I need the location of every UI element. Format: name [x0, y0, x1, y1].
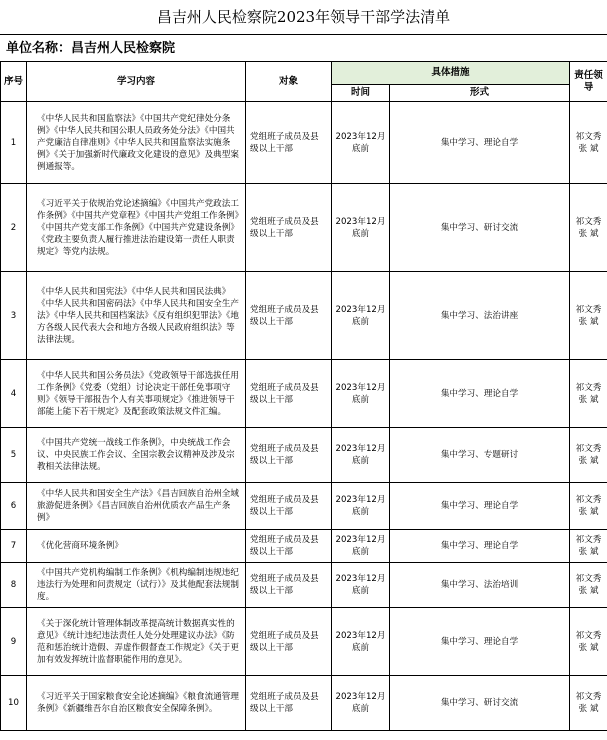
study-list-table	[0, 61, 607, 731]
row-content: 《中华人民共和国宪法》《中华人民共和国民法典》《中华人民共和国密码法》《中华人民共和国安全生产法》《中华人民共和国档案法》《反有组织犯罪法》《地方各级人民代表大会和地方各级人民政府组织法》等法律法规。	[27, 272, 246, 360]
row-time: 2023年12月底前	[332, 676, 390, 731]
row-form: 集中学习、法治培训	[390, 563, 570, 608]
row-index: 5	[1, 428, 27, 483]
row-time: 2023年12月底前	[332, 360, 390, 428]
row-content: 《中华人民共和国公务员法》《党政领导干部选拔任用工作条例》《党委（党组）讨论决定干部任免事项守则》《领导干部报告个人有关事项规定》《推进领导干部能上能下若干规定》及配套政策法规文件汇编。	[27, 360, 246, 428]
row-leader	[570, 360, 607, 428]
row-content: 《习近平关于依规治党论述摘编》《中国共产党政法工作条例》《中国共产党章程》《中国共产党组工作条例》《中国共产党支部工作条例》《中国共产党建设条例》《党政主要负责人履行推进法治建设第一责任人职责规定》等党内法规。	[27, 184, 246, 272]
table-row	[1, 563, 607, 608]
row-time: 2023年12月底前	[332, 102, 390, 184]
row-form: 集中学习、理论自学	[390, 102, 570, 184]
leader-name: 张 斌	[578, 143, 599, 154]
leader-name: 祁文秀	[575, 444, 602, 454]
row-content: 《优化营商环境条例》	[27, 530, 246, 563]
row-time: 2023年12月底前	[332, 563, 390, 608]
unit-label: 单位名称：	[6, 41, 72, 56]
row-time: 2023年12月底前	[332, 428, 390, 483]
leader-name: 张 斌	[578, 642, 599, 653]
row-target: 党组班子成员及县级以上干部	[246, 563, 332, 608]
row-index: 1	[1, 102, 27, 184]
row-index: 4	[1, 360, 27, 428]
row-content: 《中华人民共和国监察法》《中国共产党纪律处分条例》《中华人民共和国公职人员政务处分法》《中国共产党廉洁自律准则》《中华人民共和国监察法实施条例》《关于加强新时代廉政文化建设的意见》及典型案例通报等。	[27, 102, 246, 184]
row-form: 集中学习、法治讲座	[390, 272, 570, 360]
leader-name: 祁文秀	[575, 574, 602, 584]
row-content: 《中国共产党机构编制工作条例》《机构编制违规违纪违法行为处理和问责规定（试行）》及其他配套法规制度。	[27, 563, 246, 608]
row-time: 2023年12月底前	[332, 608, 390, 676]
row-time: 2023年12月底前	[332, 483, 390, 530]
header-row-1	[1, 62, 607, 85]
header-time: 时间	[332, 85, 390, 102]
row-leader	[570, 530, 607, 563]
table-row	[1, 483, 607, 530]
row-leader	[570, 563, 607, 608]
leader-name: 张 斌	[578, 316, 599, 327]
row-form: 集中学习、专题研讨	[390, 428, 570, 483]
header-measures: 具体措施	[332, 62, 570, 85]
row-leader	[570, 483, 607, 530]
row-form: 集中学习、理论自学	[390, 530, 570, 563]
row-index: 9	[1, 608, 27, 676]
row-leader	[570, 102, 607, 184]
table-row	[1, 676, 607, 731]
row-target: 党组班子成员及县级以上干部	[246, 360, 332, 428]
row-content: 《中国共产党统一战线工作条例》，中央统战工作会议、中央民族工作会议、全国宗教会议精神及涉及宗教相关法律法规。	[27, 428, 246, 483]
leader-name: 祁文秀	[575, 535, 602, 545]
leader-name: 张 斌	[578, 394, 599, 405]
unit-line	[6, 38, 175, 60]
page-title: 昌吉州人民检察院2023年领导干部学法清单	[0, 0, 607, 35]
leader-name: 祁文秀	[575, 216, 602, 227]
table-row	[1, 184, 607, 272]
row-target: 党组班子成员及县级以上干部	[246, 102, 332, 184]
table-row	[1, 360, 607, 428]
leader-name: 祁文秀	[575, 131, 602, 142]
leader-name: 张 斌	[578, 586, 599, 596]
row-index: 2	[1, 184, 27, 272]
leader-name: 张 斌	[578, 704, 599, 714]
leader-name: 张 斌	[578, 456, 599, 466]
row-target: 党组班子成员及县级以上干部	[246, 483, 332, 530]
row-target: 党组班子成员及县级以上干部	[246, 184, 332, 272]
row-form: 集中学习、研讨交流	[390, 676, 570, 731]
table-row	[1, 272, 607, 360]
row-form: 集中学习、理论自学	[390, 360, 570, 428]
header-form: 形式	[390, 85, 570, 102]
leader-name: 祁文秀	[575, 692, 602, 702]
row-leader	[570, 676, 607, 731]
row-content: 《中华人民共和国安全生产法》《昌吉回族自治州全域旅游促进条例》《昌吉回族自治州优质农产品生产条例》	[27, 483, 246, 530]
leader-name: 张 斌	[578, 547, 599, 557]
leader-name: 祁文秀	[575, 382, 602, 393]
leader-name: 张 斌	[578, 507, 599, 517]
row-target: 党组班子成员及县级以上干部	[246, 272, 332, 360]
leader-name: 祁文秀	[575, 495, 602, 505]
row-time: 2023年12月底前	[332, 530, 390, 563]
row-target: 党组班子成员及县级以上干部	[246, 676, 332, 731]
table-row	[1, 428, 607, 483]
row-index: 7	[1, 530, 27, 563]
leader-name: 张 斌	[578, 228, 599, 239]
row-target: 党组班子成员及县级以上干部	[246, 530, 332, 563]
row-form: 集中学习、理论自学	[390, 608, 570, 676]
unit-name: 昌吉州人民检察院	[71, 41, 176, 56]
table-row	[1, 608, 607, 676]
header-target: 对象	[246, 62, 332, 102]
row-index: 8	[1, 563, 27, 608]
row-leader	[570, 184, 607, 272]
row-form: 集中学习、理论自学	[390, 483, 570, 530]
header-leader: 责任领导	[570, 62, 607, 102]
leader-name: 祁文秀	[575, 304, 602, 315]
row-index: 10	[1, 676, 27, 731]
header-content: 学习内容	[27, 62, 246, 102]
row-target: 党组班子成员及县级以上干部	[246, 608, 332, 676]
leader-name: 祁文秀	[575, 630, 602, 641]
row-content: 《习近平关于国家粮食安全论述摘编》《粮食流通管理条例》《新疆维吾尔自治区粮食安全保障条例》。	[27, 676, 246, 731]
table-row	[1, 102, 607, 184]
row-index: 6	[1, 483, 27, 530]
row-leader	[570, 428, 607, 483]
row-leader	[570, 608, 607, 676]
row-time: 2023年12月底前	[332, 184, 390, 272]
row-target: 党组班子成员及县级以上干部	[246, 428, 332, 483]
row-leader	[570, 272, 607, 360]
table-row	[1, 530, 607, 563]
header-index: 序号	[1, 62, 27, 102]
row-form: 集中学习、研讨交流	[390, 184, 570, 272]
row-content: 《关于深化统计管理体制改革提高统计数据真实性的意见》《统计违纪违法责任人处分处理建议办法》《防范和惩治统计造假、弄虚作假督查工作规定》《关于更加有效发挥统计监督职能作用的意见》。	[27, 608, 246, 676]
row-index: 3	[1, 272, 27, 360]
row-time: 2023年12月底前	[332, 272, 390, 360]
